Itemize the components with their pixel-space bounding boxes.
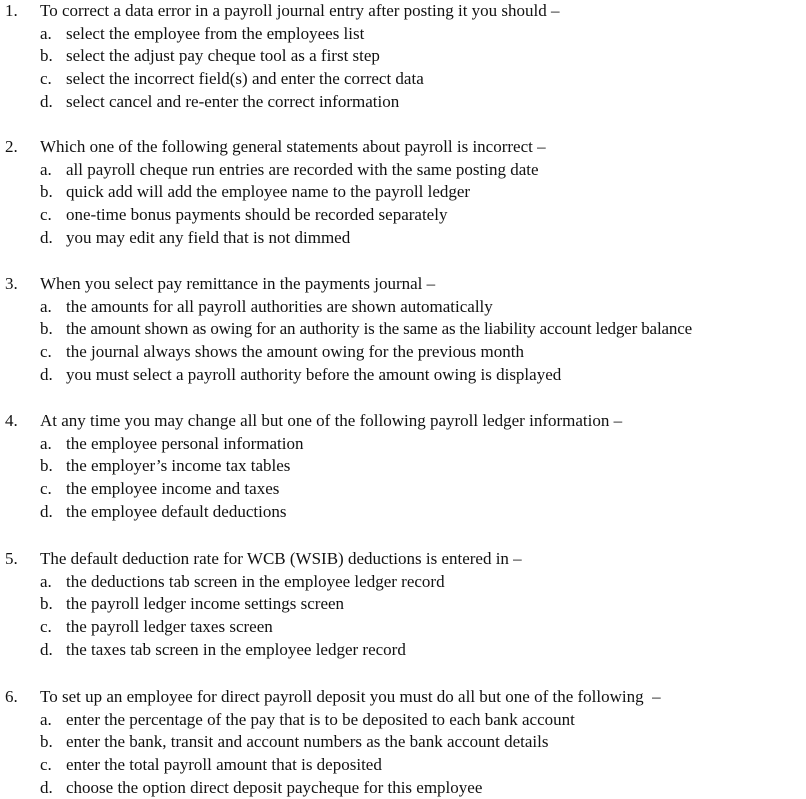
question-3 xyxy=(0,273,806,386)
option-b xyxy=(0,593,806,616)
option-letter: d. xyxy=(40,227,53,247)
question-line xyxy=(0,686,806,709)
option-letter: c. xyxy=(40,755,52,775)
option-a xyxy=(0,23,806,46)
option-letter: d. xyxy=(40,91,53,111)
question-text: At any time you may change all but one of the following payroll ledger information – xyxy=(40,411,623,430)
option-text: select the incorrect field(s) and enter the correct data xyxy=(66,69,424,89)
option-text: select the employee from the employees list xyxy=(66,23,365,43)
option-letter: a. xyxy=(40,433,52,453)
option-b xyxy=(0,731,806,754)
question-number: 2. xyxy=(5,137,18,156)
option-text: all payroll cheque run entries are recorded with the same posting date xyxy=(66,159,539,179)
option-text: the deductions tab screen in the employee ledger record xyxy=(66,571,445,591)
option-c xyxy=(0,754,806,777)
option-letter: b. xyxy=(40,182,53,202)
option-letter: b. xyxy=(40,319,53,339)
question-6 xyxy=(0,686,806,799)
question-1 xyxy=(0,0,806,113)
option-d xyxy=(0,639,806,662)
option-b xyxy=(0,318,806,341)
option-letter: d. xyxy=(40,777,53,797)
option-text: the taxes tab screen in the employee ledger record xyxy=(66,639,406,659)
question-text: To set up an employee for direct payroll deposit you must do all but one of the following – xyxy=(40,687,661,706)
option-letter: b. xyxy=(40,46,53,66)
question-text: Which one of the following general statements about payroll is incorrect – xyxy=(40,137,546,156)
option-c xyxy=(0,341,806,364)
question-line xyxy=(0,548,806,571)
option-text: you must select a payroll authority before the amount owing is displayed xyxy=(66,364,562,384)
option-text: the payroll ledger taxes screen xyxy=(66,617,273,637)
option-text: select cancel and re-enter the correct information xyxy=(66,91,400,111)
option-text: the employee personal information xyxy=(66,433,304,453)
option-letter: c. xyxy=(40,342,52,362)
option-c xyxy=(0,478,806,501)
question-line xyxy=(0,136,806,159)
option-b xyxy=(0,45,806,68)
option-text: enter the percentage of the pay that is to be deposited to each bank account xyxy=(66,709,575,729)
option-letter: c. xyxy=(40,617,52,637)
option-text: enter the total payroll amount that is deposited xyxy=(66,755,382,775)
option-a xyxy=(0,296,806,319)
option-d xyxy=(0,91,806,114)
option-text: one-time bonus payments should be recorded separately xyxy=(66,205,448,225)
option-letter: c. xyxy=(40,69,52,89)
question-5 xyxy=(0,548,806,661)
option-letter: c. xyxy=(40,205,52,225)
option-text: enter the bank, transit and account numbers as the bank account details xyxy=(66,732,549,752)
option-letter: b. xyxy=(40,456,53,476)
question-line xyxy=(0,0,806,23)
option-text: the employer’s income tax tables xyxy=(66,456,291,476)
option-letter: d. xyxy=(40,501,53,521)
question-number: 3. xyxy=(5,274,18,293)
option-c xyxy=(0,616,806,639)
option-c xyxy=(0,204,806,227)
question-line xyxy=(0,273,806,296)
question-number: 6. xyxy=(5,687,18,706)
option-text: quick add will add the employee name to the payroll ledger xyxy=(66,182,471,202)
option-letter: d. xyxy=(40,639,53,659)
question-number: 4. xyxy=(5,411,18,430)
option-text: the amounts for all payroll authorities are shown automatically xyxy=(66,296,493,316)
option-letter: c. xyxy=(40,479,52,499)
option-letter: b. xyxy=(40,594,53,614)
question-text: When you select pay remittance in the payments journal – xyxy=(40,274,436,293)
option-letter: a. xyxy=(40,159,52,179)
option-letter: a. xyxy=(40,23,52,43)
option-a xyxy=(0,433,806,456)
option-b xyxy=(0,181,806,204)
question-line xyxy=(0,410,806,433)
option-a xyxy=(0,571,806,594)
option-letter: a. xyxy=(40,709,52,729)
option-c xyxy=(0,68,806,91)
option-letter: d. xyxy=(40,364,53,384)
option-a xyxy=(0,709,806,732)
option-text: select the adjust pay cheque tool as a first step xyxy=(66,46,380,66)
option-text: the employee default deductions xyxy=(66,501,287,521)
option-text: the journal always shows the amount owing for the previous month xyxy=(66,342,524,362)
question-text: The default deduction rate for WCB (WSIB) deductions is entered in – xyxy=(40,549,522,568)
option-b xyxy=(0,455,806,478)
option-d xyxy=(0,777,806,799)
option-letter: a. xyxy=(40,571,52,591)
option-a xyxy=(0,159,806,182)
option-d xyxy=(0,364,806,387)
question-number: 5. xyxy=(5,549,18,568)
option-text: the amount shown as owing for an authority is the same as the liability account ledger balance xyxy=(66,319,693,339)
question-2 xyxy=(0,136,806,249)
option-text: the employee income and taxes xyxy=(66,479,280,499)
option-text: you may edit any field that is not dimmed xyxy=(66,227,351,247)
option-letter: b. xyxy=(40,732,53,752)
option-text: the payroll ledger income settings screen xyxy=(66,594,345,614)
option-d xyxy=(0,501,806,524)
option-letter: a. xyxy=(40,296,52,316)
question-text: To correct a data error in a payroll journal entry after posting it you should – xyxy=(40,1,560,20)
option-text: choose the option direct deposit paycheque for this employee xyxy=(66,777,483,797)
question-number: 1. xyxy=(5,1,18,20)
option-d xyxy=(0,227,806,250)
question-4 xyxy=(0,410,806,523)
